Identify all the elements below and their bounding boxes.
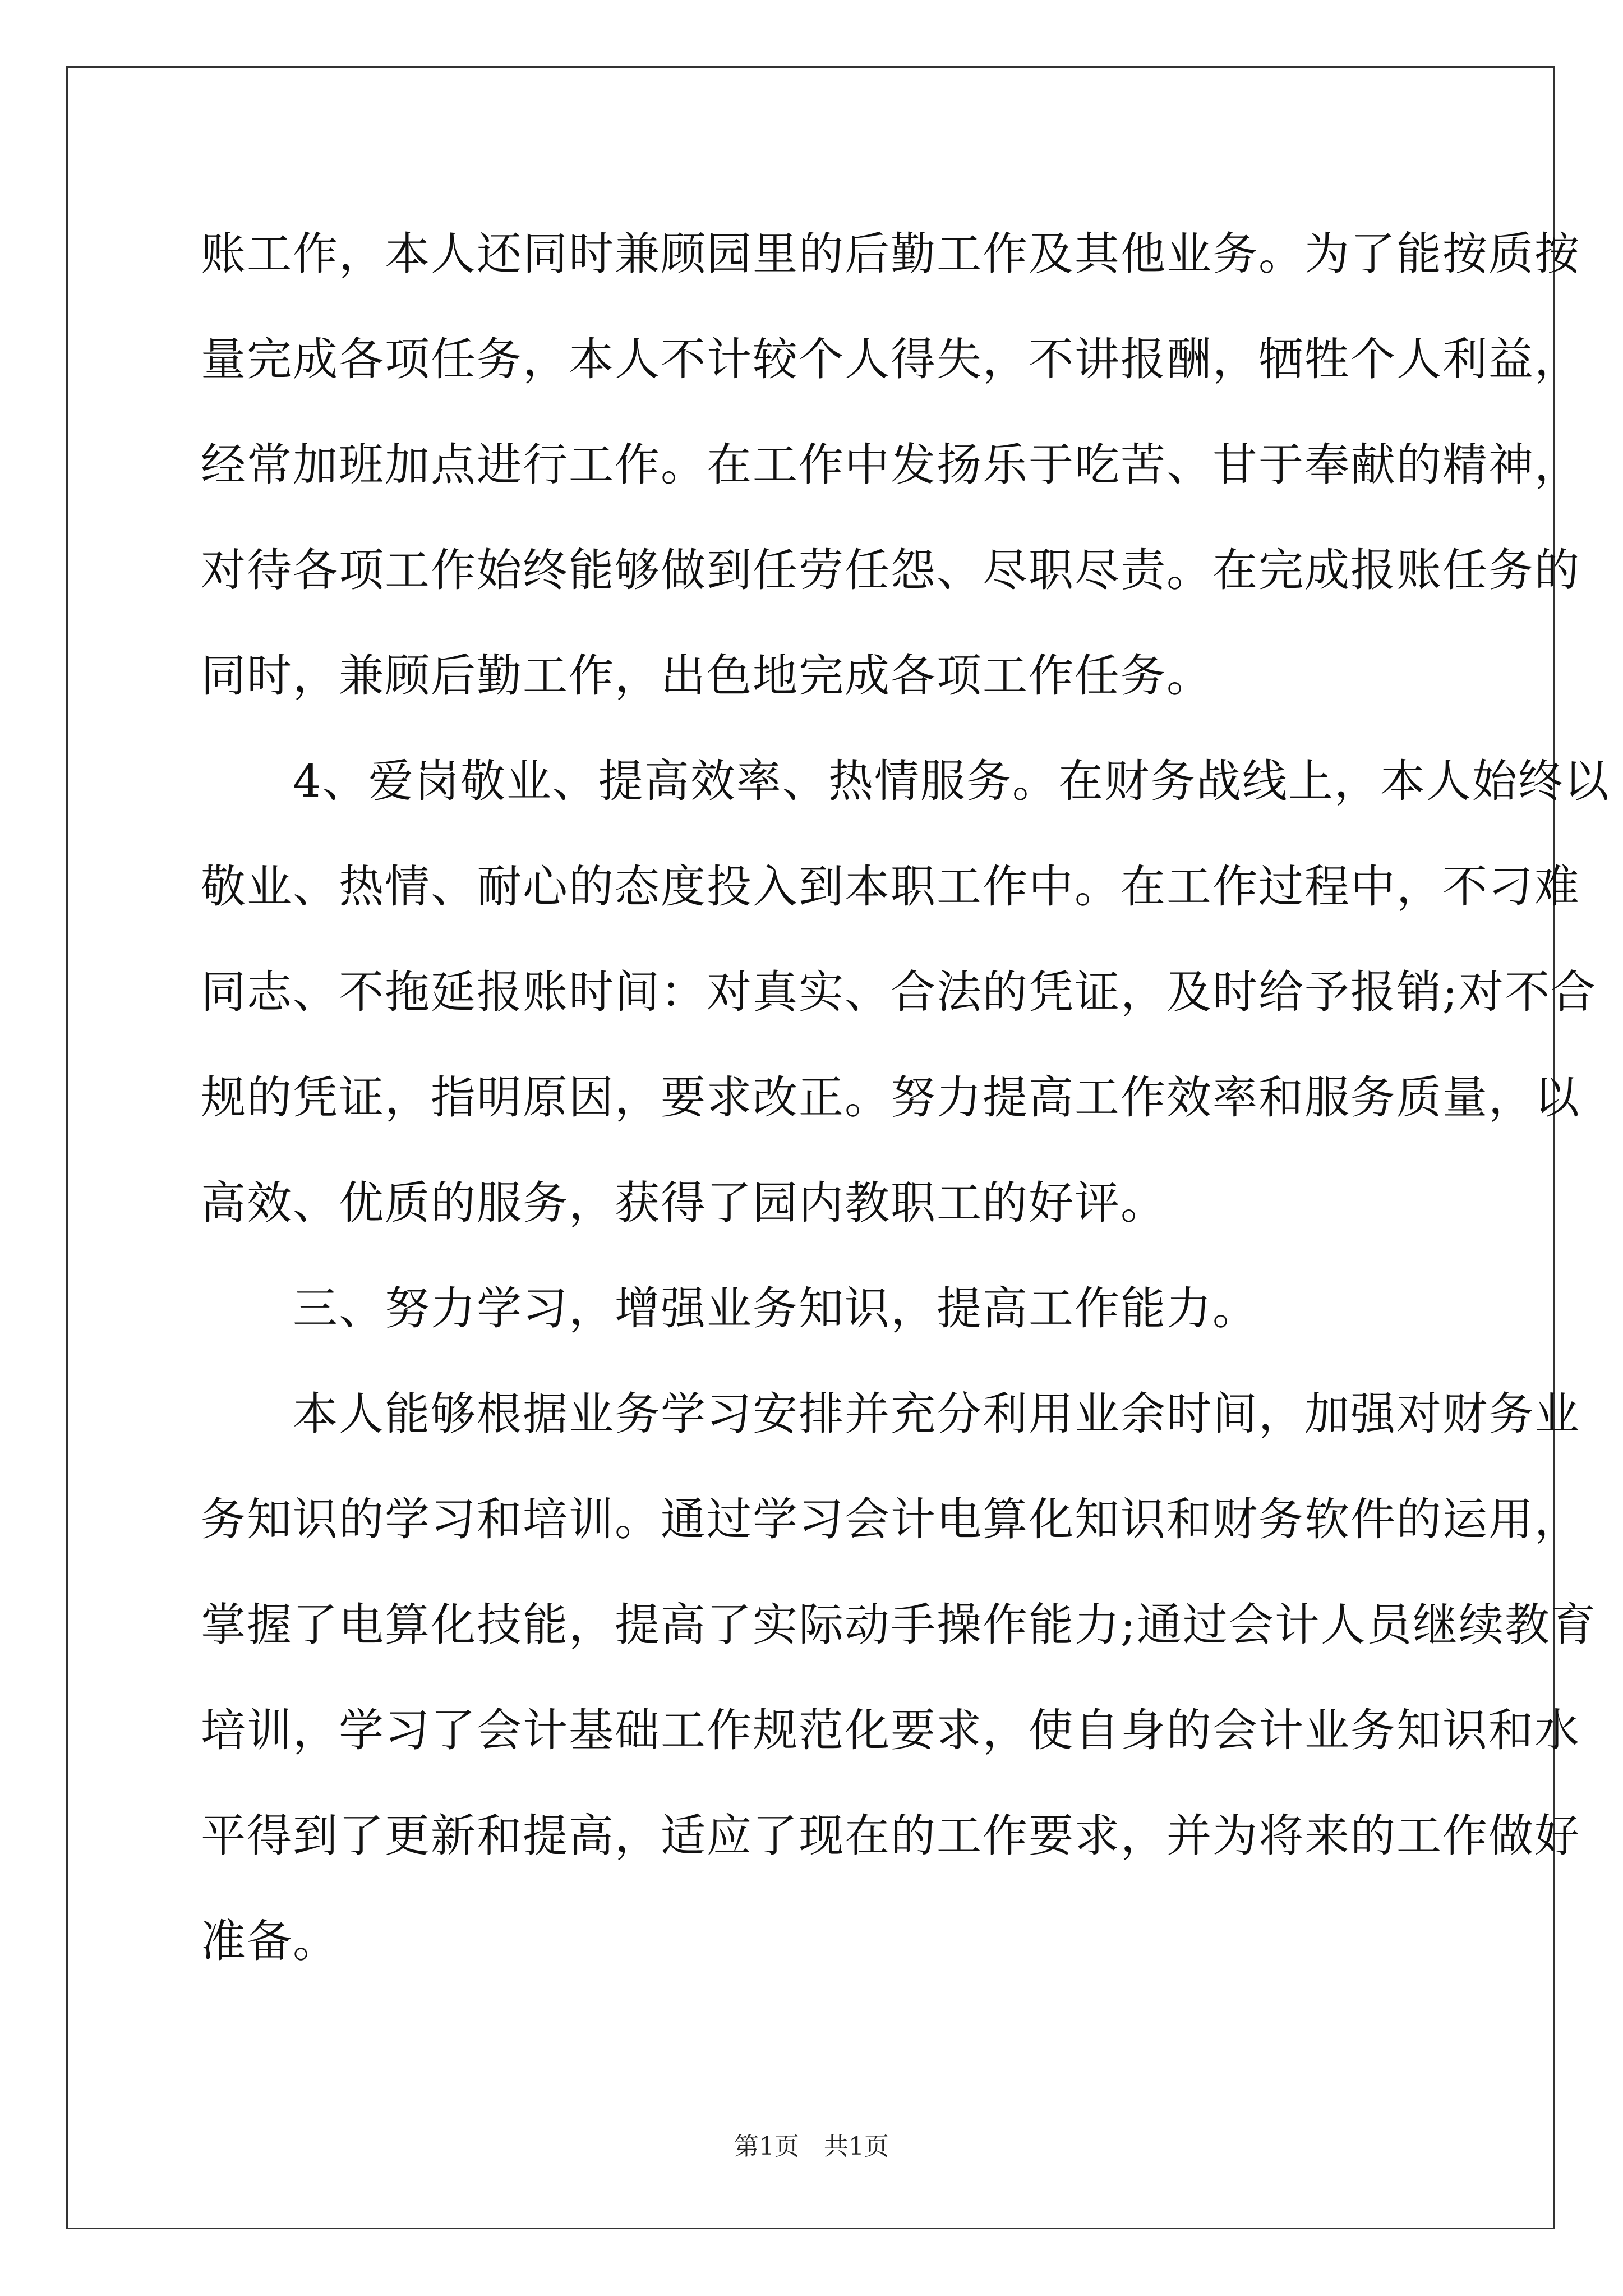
text-line: 平得到了更新和提高，适应了现在的工作要求，并为将来的工作做好 <box>201 1810 1580 1862</box>
text-line: 高效、优质的服务，获得了园内教职工的好评。 <box>201 1177 1166 1229</box>
document-body <box>201 212 1610 2005</box>
text-line: 同志、不拖延报账时间：对真实、合法的凭证，及时给予报销;对不合 <box>201 966 1597 1018</box>
text-line: 三、努力学习，增强业务知识，提高工作能力。 <box>201 1282 1258 1335</box>
text-line: 账工作，本人还同时兼顾园里的后勤工作及其他业务。为了能按质按 <box>201 228 1580 280</box>
text-line: 4、爱岗敬业、提高效率、热情服务。在财务战线上，本人始终以 <box>201 755 1610 807</box>
text-line: 敬业、热情、耐心的态度投入到本职工作中。在工作过程中，不刁难 <box>201 861 1580 913</box>
text-line: 规的凭证，指明原因，要求改正。努力提高工作效率和服务质量，以 <box>201 1071 1580 1124</box>
text-line: 量完成各项任务，本人不计较个人得失，不讲报酬，牺牲个人利益， <box>201 333 1580 385</box>
text-line: 同时，兼顾后勤工作，出色地完成各项工作任务。 <box>201 650 1212 702</box>
text-line: 培训，学习了会计基础工作规范化要求，使自身的会计业务知识和水 <box>201 1704 1580 1756</box>
page-number-footer: 第1页 共1页 <box>734 2132 889 2161</box>
text-line: 掌握了电算化技能，提高了实际动手操作能力;通过会计人员继续教育 <box>201 1599 1597 1651</box>
text-line: 务知识的学习和培训。通过学习会计电算化知识和财务软件的运用， <box>201 1493 1580 1545</box>
text-line: 本人能够根据业务学习安排并充分利用业余时间，加强对财务业 <box>201 1388 1580 1440</box>
text-line: 对待各项工作始终能够做到任劳任怨、尽职尽责。在完成报账任务的 <box>201 544 1580 596</box>
text-line: 经常加班加点进行工作。在工作中发扬乐于吃苦、甘于奉献的精神， <box>201 439 1580 491</box>
text-line: 准备。 <box>201 1915 339 1967</box>
